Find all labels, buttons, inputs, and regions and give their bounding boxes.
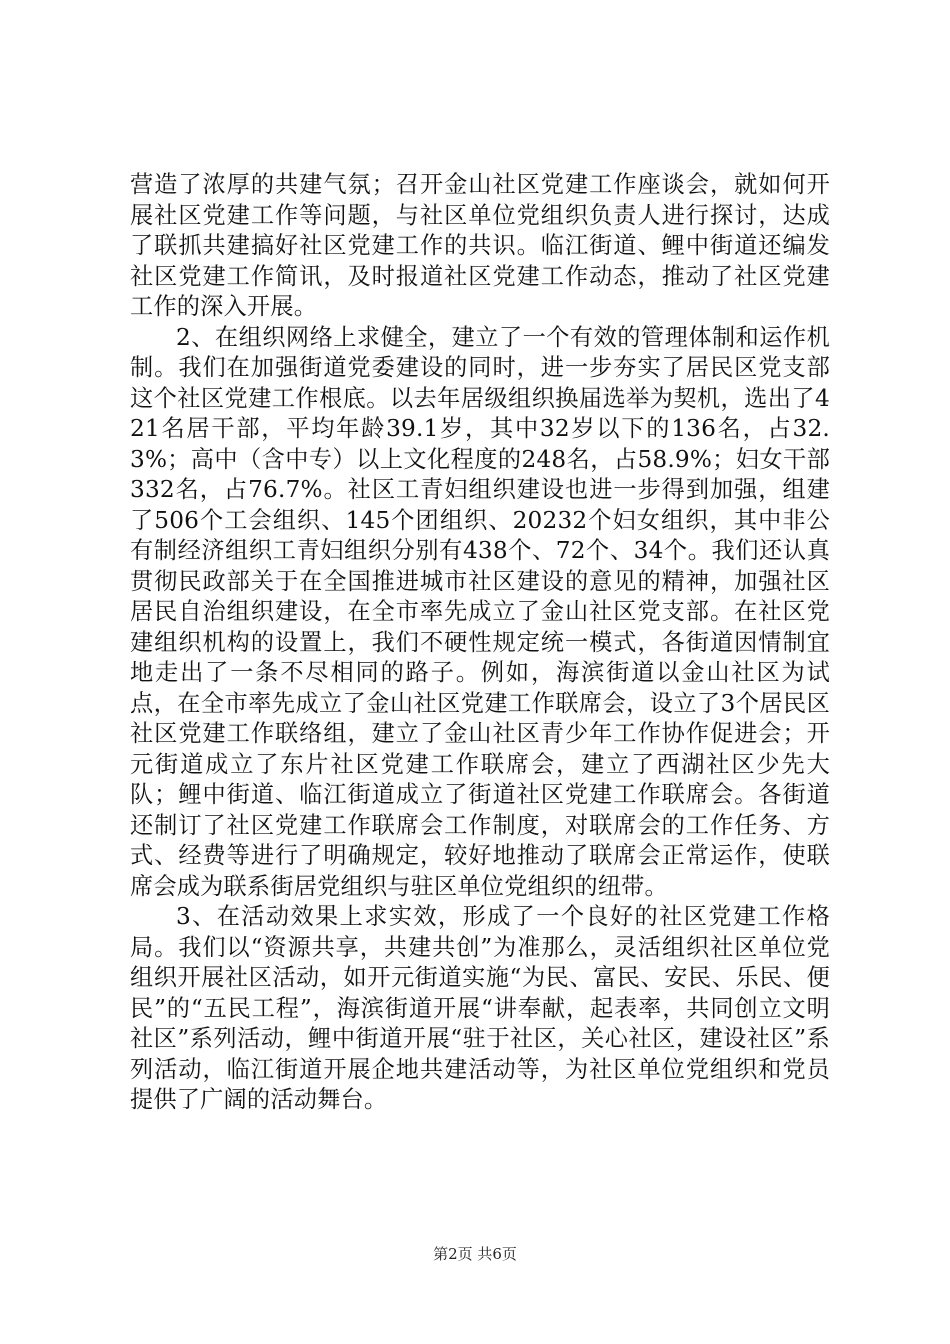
page-number-footer: 第2页 共6页	[433, 1245, 517, 1263]
paragraph-activity-effect: 3、在活动效果上求实效，形成了一个良好的社区党建工作格局。我们以“资源共享，共建共创”为准那么，灵活组织社区单位党组织开展社区活动，如开元街道实施“为民、富民、安民、乐民、便民”的“五民工程”，海滨街道开展“讲奉献，起表率，共同创立文明社区”系列活动，鲤中街道开展“驻于社区，关心社区，建设社区”系列活动，临江街道开展企地共建活动等，为社区单位党组织和党员提供了广阔的活动舞台。	[130, 903, 830, 1113]
document-body	[130, 170, 830, 1116]
paragraph-organization-network: 2、在组织网络上求健全，建立了一个有效的管理体制和运作机制。我们在加强街道党委建设的同时，进一步夯实了居民区党支部这个社区党建工作根底。以去年居级组织换届选举为契机，选出了421名居干部，平均年龄39.1岁，其中32岁以下的136名，占32.3%；高中（含中专）以上文化程度的248名，占58.9%；妇女干部332名，占76.7%。社区工青妇组织建设也进一步得到加强，组建了506个工会组织、145个团组织、20232个妇女组织，其中非公有制经济组织工青妇组织分别有438个、72个、34个。我们还认真贯彻民政部关于在全国推进城市社区建设的意见的精神，加强社区居民自治组织建设，在全市率先成立了金山社区党支部。在社区党建组织机构的设置上，我们不硬性规定统一模式，各街道因情制宜地走出了一条不尽相同的路子。例如，海滨街道以金山社区为试点，在全市率先成立了金山社区党建工作联席会，设立了3个居民区社区党建工作联络组，建立了金山社区青少年工作协作促进会；开元街道成立了东片社区党建工作联席会，建立了西湖社区少先大队；鲤中街道、临江街道成立了街道社区党建工作联席会。各街道还制订了社区党建工作联席会工作制度，对联席会的工作任务、方式、经费等进行了明确规定，较好地推动了联席会正常运作，使联席会成为联系街居党组织与驻区单位党组织的纽带。	[130, 323, 830, 900]
paragraph-continuation: 营造了浓厚的共建气氛；召开金山社区党建工作座谈会，就如何开展社区党建工作等问题，与社区单位党组织负责人进行探讨，达成了联抓共建搞好社区党建工作的共识。临江街道、鲤中街道还编发社区党建工作简讯，及时报道社区党建工作动态，推动了社区党建工作的深入开展。	[130, 171, 830, 320]
